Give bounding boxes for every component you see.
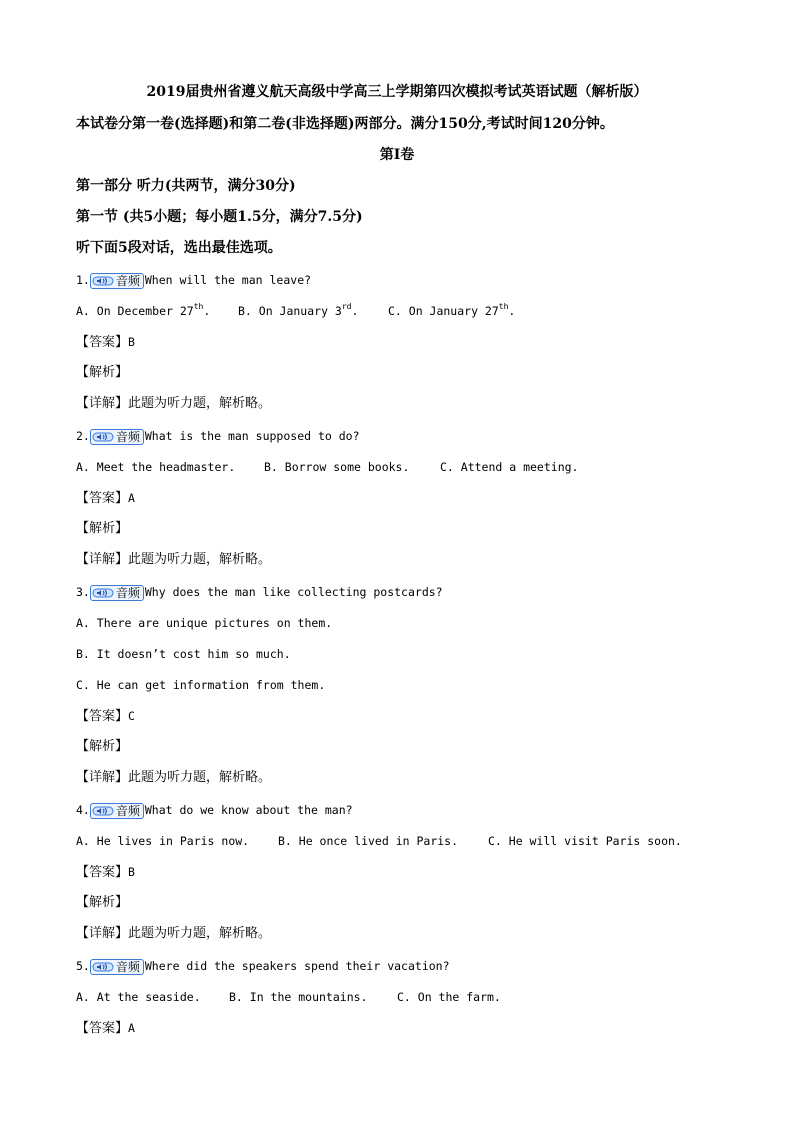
- option-c: C. Attend a meeting.: [440, 460, 579, 474]
- question-3: [76, 582, 764, 602]
- audio-label: 音频: [115, 273, 140, 288]
- detail-3: 【详解】此题为听力题，解析略。: [76, 770, 272, 785]
- volume-heading: 第Ⅰ卷: [379, 147, 415, 163]
- audio-button[interactable]: [90, 429, 144, 445]
- answer-5: 【答案】A: [76, 1021, 135, 1036]
- speaker-icon: [92, 805, 114, 817]
- analysis-3: 【解析】: [76, 739, 129, 754]
- speaker-icon: [92, 431, 114, 443]
- intro-text: 本试卷分第一卷(选择题)和第二卷(非选择题)两部分。满分150分,考试时间120分钟。: [76, 116, 614, 132]
- options-4: [76, 831, 764, 851]
- answer-1: 【答案】B: [76, 335, 135, 350]
- analysis-4: 【解析】: [76, 895, 129, 910]
- analysis-2: 【解析】: [76, 521, 129, 536]
- option-c-3: C. He can get information from them.: [76, 678, 326, 692]
- audio-button[interactable]: [90, 585, 144, 601]
- question-text: Why does the man like collecting postcards?: [144, 585, 443, 599]
- speaker-icon: [92, 587, 114, 599]
- option-a: A. On December 27th.: [76, 302, 211, 318]
- options-1: [76, 301, 764, 321]
- option-a: A. At the seaside.: [76, 990, 201, 1004]
- option-c: C. On January 27th.: [388, 302, 516, 318]
- section1-heading: 第一节 (共5小题；每小题1.5分，满分7.5分): [76, 209, 363, 225]
- question-4: [76, 800, 764, 820]
- answer-4: 【答案】B: [76, 865, 135, 880]
- detail-4: 【详解】此题为听力题，解析略。: [76, 926, 272, 941]
- question-number: 5.: [76, 959, 90, 973]
- question-2: [76, 426, 764, 446]
- question-text: What do we know about the man?: [144, 803, 353, 817]
- option-a: A. He lives in Paris now.: [76, 834, 250, 848]
- audio-label: 音频: [115, 429, 140, 444]
- answer-3: 【答案】C: [76, 709, 135, 724]
- option-c: C. On the farm.: [397, 990, 501, 1004]
- question-number: 1.: [76, 273, 90, 287]
- speaker-icon: [92, 961, 114, 973]
- audio-label: 音频: [115, 585, 140, 600]
- instruction-text: 听下面5段对话，选出最佳选项。: [76, 240, 282, 256]
- option-b: B. In the mountains.: [229, 990, 368, 1004]
- option-b: B. Borrow some books.: [264, 460, 410, 474]
- question-text: What is the man supposed to do?: [144, 429, 360, 443]
- document-title: 2019届贵州省遵义航天高级中学高三上学期第四次模拟考试英语试题（解析版）: [146, 84, 648, 100]
- audio-button[interactable]: [90, 273, 144, 289]
- option-a-3: A. There are unique pictures on them.: [76, 616, 333, 630]
- question-text: Where did the speakers spend their vacation?: [144, 959, 450, 973]
- option-b: B. On January 3rd.: [238, 302, 359, 318]
- option-a: A. Meet the headmaster.: [76, 460, 236, 474]
- part1-heading: 第一部分 听力(共两节，满分30分): [76, 178, 296, 194]
- question-number: 3.: [76, 585, 90, 599]
- analysis-1: 【解析】: [76, 365, 129, 380]
- option-b-3: B. It doesn’t cost him so much.: [76, 647, 291, 661]
- option-c: C. He will visit Paris soon.: [488, 834, 682, 848]
- audio-label: 音频: [115, 803, 140, 818]
- speaker-icon: [92, 275, 114, 287]
- question-text: When will the man leave?: [144, 273, 312, 287]
- audio-label: 音频: [115, 959, 140, 974]
- options-2: [76, 457, 764, 477]
- options-5: [76, 987, 764, 1007]
- audio-button[interactable]: [90, 803, 144, 819]
- question-number: 4.: [76, 803, 90, 817]
- option-b: B. He once lived in Paris.: [278, 834, 459, 848]
- detail-1: 【详解】此题为听力题，解析略。: [76, 396, 272, 411]
- question-number: 2.: [76, 429, 90, 443]
- question-1: [76, 270, 764, 290]
- answer-2: 【答案】A: [76, 491, 135, 506]
- question-5: [76, 956, 764, 976]
- audio-button[interactable]: [90, 959, 144, 975]
- detail-2: 【详解】此题为听力题，解析略。: [76, 552, 272, 567]
